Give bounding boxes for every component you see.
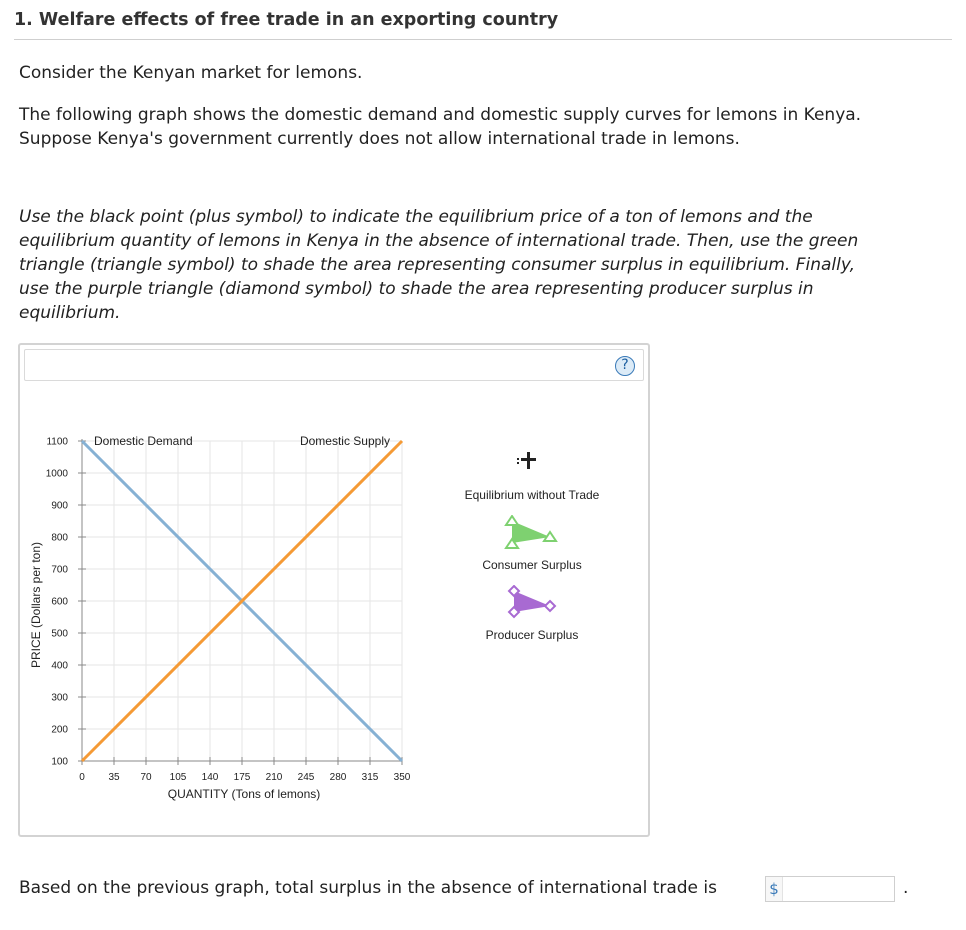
x-tick-label: 175	[233, 772, 251, 783]
x-tick-label: 210	[265, 772, 283, 783]
y-tick-label: 300	[51, 692, 68, 704]
x-tick-label: 140	[201, 772, 219, 783]
graph-panel	[18, 343, 650, 837]
y-tick-label: 500	[51, 628, 68, 640]
x-tick-label: 0	[79, 772, 85, 783]
y-tick-label: 1000	[45, 468, 68, 480]
y-tick-label: 800	[51, 532, 68, 544]
purple-diamond-icon	[509, 586, 555, 617]
y-tick-label: 100	[51, 756, 68, 768]
y-tick-label: 400	[51, 660, 68, 672]
x-tick-label: 350	[393, 772, 411, 783]
instructions-line3: triangle (triangle symbol) to shade the area representing consumer surplus in equilibrium. Finally,	[19, 255, 856, 275]
y-tick-label: 600	[51, 596, 68, 608]
instructions-line1: Use the black point (plus symbol) to indicate the equilibrium price of a ton of lemons and the	[19, 207, 813, 227]
question-heading: 1. Welfare effects of free trade in an exporting country	[14, 10, 952, 40]
y-tick-label: 700	[51, 564, 68, 576]
y-axis-title: PRICE (Dollars per ton)	[29, 541, 43, 669]
consumer-surplus-tool[interactable]	[504, 515, 560, 549]
producer-surplus-tool-label: Producer Surplus	[485, 628, 579, 642]
consumer-surplus-tool-label: Consumer Surplus	[482, 558, 582, 572]
answer-prompt: Based on the previous graph, total surplus in the absence of international trade is	[19, 878, 717, 898]
x-tick-label: 315	[361, 772, 379, 783]
green-triangle-icon	[506, 516, 556, 548]
x-tick-label: 105	[169, 772, 187, 783]
total-surplus-input[interactable]	[784, 878, 892, 900]
graph-description-line2: Suppose Kenya's government currently does not allow international trade in lemons.	[19, 129, 740, 149]
x-tick-label: 35	[108, 772, 120, 783]
x-tick-label: 70	[140, 772, 152, 783]
help-icon[interactable]: ?	[615, 356, 635, 376]
producer-surplus-tool[interactable]	[504, 585, 560, 619]
equilibrium-plus-tool[interactable]	[514, 449, 540, 473]
x-tick-label: 280	[329, 772, 347, 783]
dollar-sign-icon: $	[766, 877, 783, 901]
x-axis-title: QUANTITY (Tons of lemons)	[167, 787, 321, 801]
x-tick-label: 245	[297, 772, 315, 783]
y-tick-label: 1100	[46, 436, 68, 448]
intro-text: Consider the Kenyan market for lemons.	[19, 63, 363, 83]
instructions-line4: use the purple triangle (diamond symbol) to shade the area representing producer surplus in	[19, 279, 814, 299]
y-tick-label: 200	[51, 724, 68, 736]
answer-period: .	[903, 878, 909, 898]
instructions-line2: equilibrium quantity of lemons in Kenya in the absence of international trade. Then, use the green	[19, 231, 859, 251]
demand-curve-label: Domestic Demand	[94, 434, 193, 448]
supply-curve-label: Domestic Supply	[299, 434, 390, 448]
total-surplus-field[interactable]	[765, 876, 895, 902]
graph-description-line1: The following graph shows the domestic demand and domestic supply curves for lemons in Kenya.	[19, 105, 862, 125]
answer-line	[19, 876, 959, 904]
instructions-line5: equilibrium.	[19, 303, 121, 323]
plus-icon	[517, 452, 536, 469]
y-tick-label: 900	[51, 500, 68, 512]
equilibrium-tool-label: Equilibrium without Trade	[464, 488, 600, 502]
